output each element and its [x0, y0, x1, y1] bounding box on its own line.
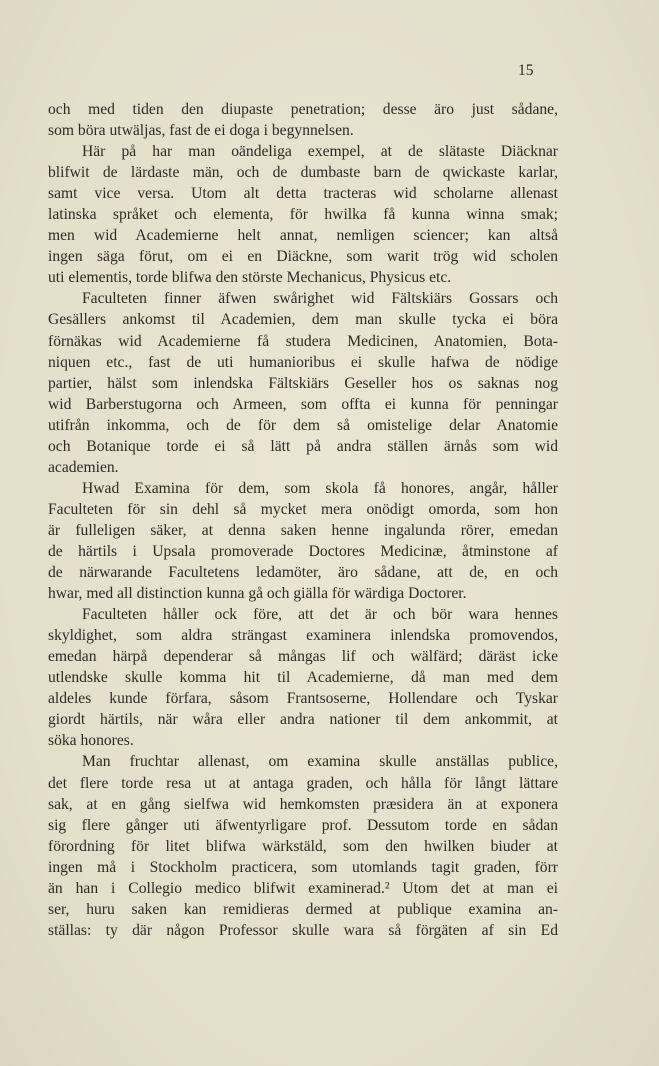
text-line: är fulleligen säker, at denna saken henne ingalunda rörer, emedan [48, 521, 558, 539]
text-line: hwar, med all distinction kunna gå och giälla för wärdiga Doctorer. [48, 585, 467, 603]
text-line: sig flere gånger uti äfwentyrligare prof. Dessutom torde en sådan [48, 816, 558, 834]
text-line: söka honores. [48, 732, 134, 750]
text-line: det flere torde resa ut at antaga graden, och hålla för långt lättare [48, 774, 558, 792]
text-line: de närwarande Facultetens ledamöter, äro sådane, att de, en och [48, 564, 558, 582]
text-line: wid Barberstugorna och Armeen, som offta ei kunna för penningar [48, 395, 558, 413]
text-line: utifrån inkomma, och de för dem så omistelige delar Anatomie [48, 416, 558, 434]
text-line: samt vice versa. Utom alt detta tracteras wid scholarne allenast [48, 185, 558, 203]
text-line: än han i Collegio medico blifwit examinerad.² Utom det at man ei [48, 879, 558, 897]
text-line: niquen etc., fast de uti humanioribus ei skulle hafwa de nödige [48, 353, 558, 371]
text-line: giordt härtils, när wåra eller andra nationer til dem ankommit, at [48, 711, 558, 729]
text-line: ser, huru saken kan remidieras dermed at publique examina an- [48, 900, 558, 918]
page-number: 15 [518, 62, 534, 79]
text-line: Faculteten finner äfwen swårighet wid Fältskiärs Gossars och [82, 290, 558, 308]
text-line: ställas: ty där någon Professor skulle wara så förgäten af sin Ed [48, 921, 558, 939]
text-line: ingen må i Stockholm practicera, som utomlands tagit graden, förr [48, 858, 558, 876]
text-line: emedan härpå dependerar så mångas lif och wälfärd; däräst icke [48, 648, 558, 666]
text-line: Hwad Examina för dem, som skola få honores, angår, håller [82, 479, 558, 497]
text-line: som böra utwäljas, fast de ei doga i begynnelsen. [48, 122, 354, 140]
text-line: de härtils i Upsala promoverade Doctores Medicinæ, åtminstone af [48, 542, 558, 560]
text-line: Gesällers ankomst til Academien, dem man skulle tycka ei böra [48, 311, 558, 329]
text-line: uti elementis, torde blifwa den störste Mechanicus, Physicus etc. [48, 269, 452, 287]
text-line: Faculteten håller ock före, att det är och bör wara hennes [82, 606, 558, 624]
text-line: förordning för litet blifwa wärkstäld, som den hwilken biuder at [48, 837, 558, 855]
text-line: Man fruchtar allenast, om examina skulle anställas publice, [82, 753, 558, 771]
text-line: academien. [48, 458, 119, 476]
text-line: aldeles kunde förfara, såsom Frantsoserne, Hollendare och Tyskar [48, 690, 558, 708]
body-text [48, 99, 558, 941]
text-line: skyldighet, som aldra strängast examinera inlendska promovendos, [48, 627, 558, 645]
text-line: och med tiden den diupaste penetration; desse äro just sådane, [48, 101, 558, 118]
text-line: partier, hälst som inlendska Fältskiärs Geseller hos os saknas nog [48, 374, 558, 392]
text-line: förnäkas wid Academierne få studera Medicinen, Anatomien, Bota- [48, 332, 558, 350]
text-line: och Botanique torde ei så lätt på andra ställen ärnås som wid [48, 437, 558, 455]
text-line: ingen säga förut, om ei en Diäckne, som warit trög wid scholen [48, 248, 558, 266]
text-line: Här på har man oändeliga exempel, at de slätaste Diäcknar [82, 143, 558, 161]
text-line: blifwit de lärdaste män, och de dumbaste barn de qwickaste karlar, [48, 164, 558, 182]
text-line: Faculteten för sin dehl så mycket mera onödigt omorda, som hon [48, 500, 558, 518]
text-line: utlendske skulle komma hit til Academierne, då man med dem [48, 669, 558, 687]
text-line: men wid Academierne helt annat, nemligen sciencer; kan altså [48, 227, 558, 245]
text-line: sak, at en gång sielfwa wid hemkomsten præsidera än at exponera [48, 795, 558, 813]
text-line: latinska språket och elementa, för hwilka få kunna winna smak; [48, 206, 558, 224]
